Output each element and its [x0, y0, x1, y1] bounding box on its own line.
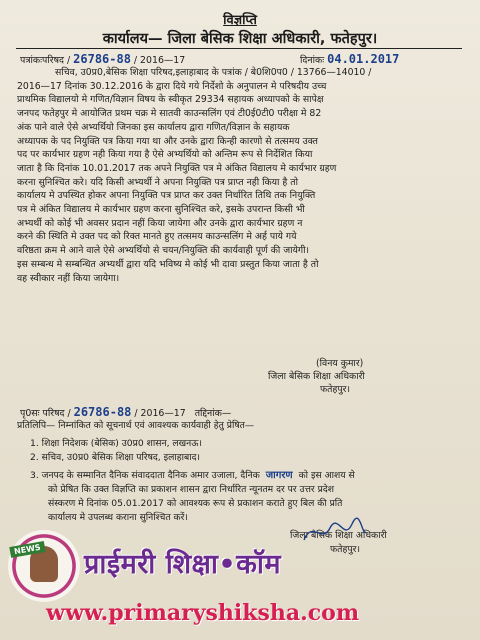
newspaper-handwritten: जागरण	[265, 470, 293, 481]
header-rule	[16, 48, 462, 49]
copy-intro: प्रतिलिपि— निम्नांकित को सूचनार्थ एवं आवश्यक कार्यवाही हेतु प्रेषित—	[17, 420, 255, 431]
watermark-url: www.primaryshiksha.com	[46, 600, 360, 626]
body-line: जाता है कि दिनांक 10.01.2017 तक अपने नियुक्ति पत्र मे अंकित विद्यालय मे कार्यभार ग्रहण	[17, 162, 337, 174]
news-badge: NEWS	[9, 541, 45, 558]
copy-item-3-tail: को इस आशय से	[298, 470, 355, 481]
watermark-brand: प्राईमरी शिक्षा•कॉम	[84, 549, 282, 580]
notice-body	[17, 66, 469, 285]
office-heading: कार्यालय— जिला बेसिक शिक्षा अधिकारी, फतेहपुर।	[102, 31, 378, 47]
signature-scribble	[300, 514, 370, 550]
watermark-logo	[8, 530, 80, 602]
body-line: अभ्यर्थी को कोई भी अवसर प्रदान नहीं किया जायेगा और उनके द्वारा कार्यभार ग्रहण न	[17, 217, 303, 229]
notice-title: विज्ञप्ति	[223, 13, 257, 28]
body-line: करना सुनिश्चित करे। यदि किसी अभ्यर्थी ने अपना नियुक्ति पत्र प्राप्त नही किया है तो	[17, 176, 298, 188]
body-line: प्राथमिक विद्यालयो मे गणित/विज्ञान विषय के स्वीकृत 29334 सहायक अध्यापको के सापेक्ष	[17, 94, 324, 106]
body-line: अध्यापक के पद नियुक्ति पत्र किया गया था और उनके द्वारा किन्ही कारणो से तत्समय उक्त	[17, 135, 318, 147]
copy-item-1: 1. शिक्षा निदेशक (बेसिक) उ0प्र0 शासन, लखनऊ।	[30, 438, 202, 449]
body-line: कार्यालय मे उपस्थित होकर अपना नियुक्ति पत्र प्राप्त कर उक्त निर्धारित तिथि तक नियुक्ति	[17, 190, 316, 202]
body-line: वह स्वीकार नहीं किया जायेगा।	[17, 272, 120, 284]
ref-year: / 2016—17	[133, 55, 186, 66]
body-line: 2016—17 दिनांक 30.12.2016 के द्वारा दिये गये निर्देशो के अनुपालन मे परिषदीय उच्च	[17, 80, 327, 92]
signatory2-place: फतेहपुर।	[330, 544, 361, 555]
date-handwritten: 04.01.2017	[327, 52, 400, 66]
ref-number-handwritten: 26786-88	[73, 52, 131, 66]
copy-date-label: तद्दिनांक—	[194, 408, 232, 419]
date-label: दिनांकः	[300, 55, 325, 66]
body-line: वरिष्ठता क्रम मे आने वाले ऐसे अभ्यर्थियो से चयन/नियुक्ति की कार्यवाही पूर्ण की जायेगी।	[17, 245, 310, 257]
copy-item-3-line3: संस्करण मे दिनांक 05.01.2017 को आवश्यक रूप से प्रकाशन कराते हुए बिल की प्रति	[48, 498, 343, 509]
ref-line	[20, 52, 185, 66]
signatory2-designation: जिला बेसिक शिक्षा अधिकारी	[290, 530, 387, 541]
copy-item-3	[30, 469, 470, 483]
body-line: सचिव, उ0प्र0,बेसिक शिक्षा परिषद,इलाहाबाद के पत्रांक / बे0शि0प0 / 13766—14010 /	[55, 67, 372, 78]
body-line: करने की स्थिति मे उक्त पद को रिक्त मानते हुए तत्समय काउन्सलिंग मे अर्ह पाये गये	[17, 231, 297, 243]
body-line: इस सम्बन्ध मे सम्बन्धित अभ्यर्थी द्वारा यदि भविष्य मे कोई भी दावा प्रस्तुत किया जाता है तो	[17, 258, 319, 270]
copy-item-3-line4: कार्यालय मे उपलब्ध कराना सुनिश्चित करें।	[48, 512, 188, 523]
body-line: जनपद फतेहपुर मे आयोजित प्रथम चक्र मे सातवी काउन्सलिंग एवं टी0ई0टी0 परीक्षा मे 82	[17, 108, 322, 120]
copy-ref-label: पृ0सः परिषद /	[20, 408, 71, 419]
body-line: अंक पाने वाले ऐसे अभ्यर्थियो जिनका इस कार्यालय द्वारा गणित/विज्ञान के सहायक	[17, 121, 290, 133]
copy-item-2: 2. सचिव, उ0प्र0 बेसिक शिक्षा परिषद, इलाहाबाद।	[30, 452, 201, 463]
copy-item-3-line2: को प्रेषित कि उक्त विज्ञप्ति का प्रकाशन शासन द्वारा निर्धारित न्यूनतम दर पर उत्तर प्रदेश	[48, 484, 334, 495]
signatory-name: (विनय कुमार)	[316, 358, 364, 369]
copy-ref-year: / 2016—17	[134, 408, 186, 419]
copy-ref-number-handwritten: 26786-88	[73, 405, 132, 419]
body-line: पत्र मे अंकित विद्यालय मे कार्यभार ग्रहण करना सुनिश्चित करे, इसके उपरान्त किसी भी	[17, 204, 305, 216]
copy-ref-line	[20, 405, 231, 419]
body-line: पद पर कार्यभार ग्रहण नही किया गया है ऐसे अभ्यर्थियो को अन्तिम रूप से निर्देशित किया	[17, 149, 313, 161]
copy-item-3-text: 3. जनपद के सम्मानित दैनिक संवाददाता दैनिक अमार उजाला, दैनिक	[30, 470, 260, 481]
date-line	[300, 52, 399, 66]
signatory-designation: जिला बेसिक शिक्षा अधिकारी	[268, 371, 365, 382]
ref-label: पत्रांकःपरिषद /	[20, 55, 71, 66]
signatory-place: फतेहपुर।	[320, 384, 351, 395]
